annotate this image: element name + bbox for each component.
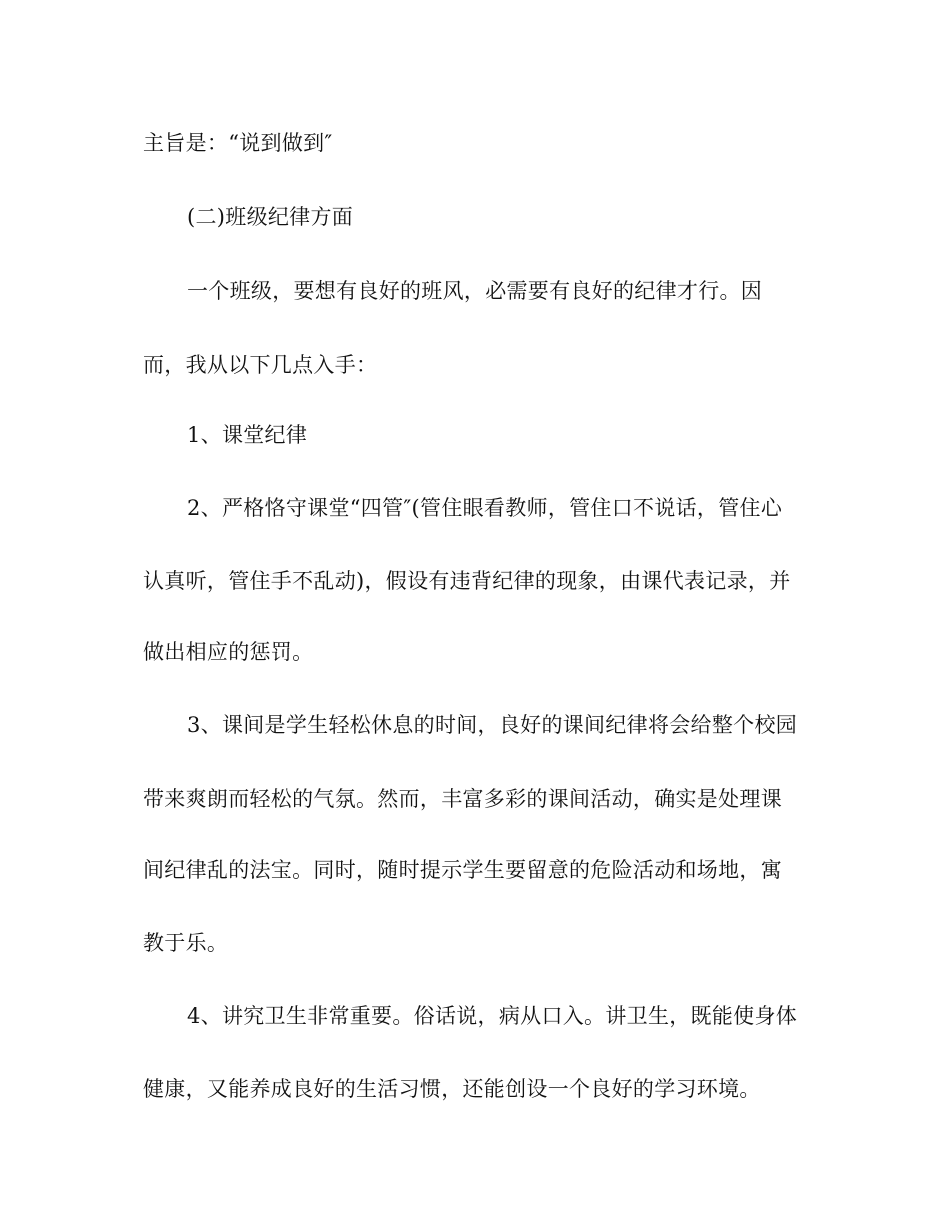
list-item-1: 1、课堂纪律 [187, 423, 308, 447]
text-line-8: 做出相应的惩罚。 [143, 640, 314, 664]
text-line-3: 一个班级，要想有良好的班风，必需要有良好的纪律才行。因 [187, 279, 763, 303]
text-line-4: 而，我从以下几点入手： [143, 353, 378, 377]
section-heading: (二)班级纪律方面 [187, 205, 354, 229]
text-line-10: 带来爽朗而轻松的气氛。然而，丰富多彩的课间活动，确实是处理课 [143, 787, 782, 811]
list-item-3: 3、课间是学生轻松休息的时间，良好的课间纪律将会给整个校园 [187, 713, 798, 737]
text-line-1: 主旨是：“说到做到″ [143, 131, 333, 155]
text-line-11: 间纪律乱的法宝。同时，随时提示学生要留意的危险活动和场地，寓 [143, 858, 782, 882]
list-item-4: 4、讲究卫生非常重要。俗话说，病从口入。讲卫生，既能使身体 [187, 1004, 798, 1028]
text-line-14: 健康，又能养成良好的生活习惯，还能创设一个良好的学习环境。 [143, 1077, 761, 1101]
list-item-2: 2、严格恪守课堂“四管″(管住眼看教师，管住口不说话，管住心 [187, 496, 783, 520]
text-line-12: 教于乐。 [143, 931, 229, 955]
text-line-7: 认真听，管住手不乱动)，假设有违背纪律的现象，由课代表记录，并 [143, 569, 791, 593]
